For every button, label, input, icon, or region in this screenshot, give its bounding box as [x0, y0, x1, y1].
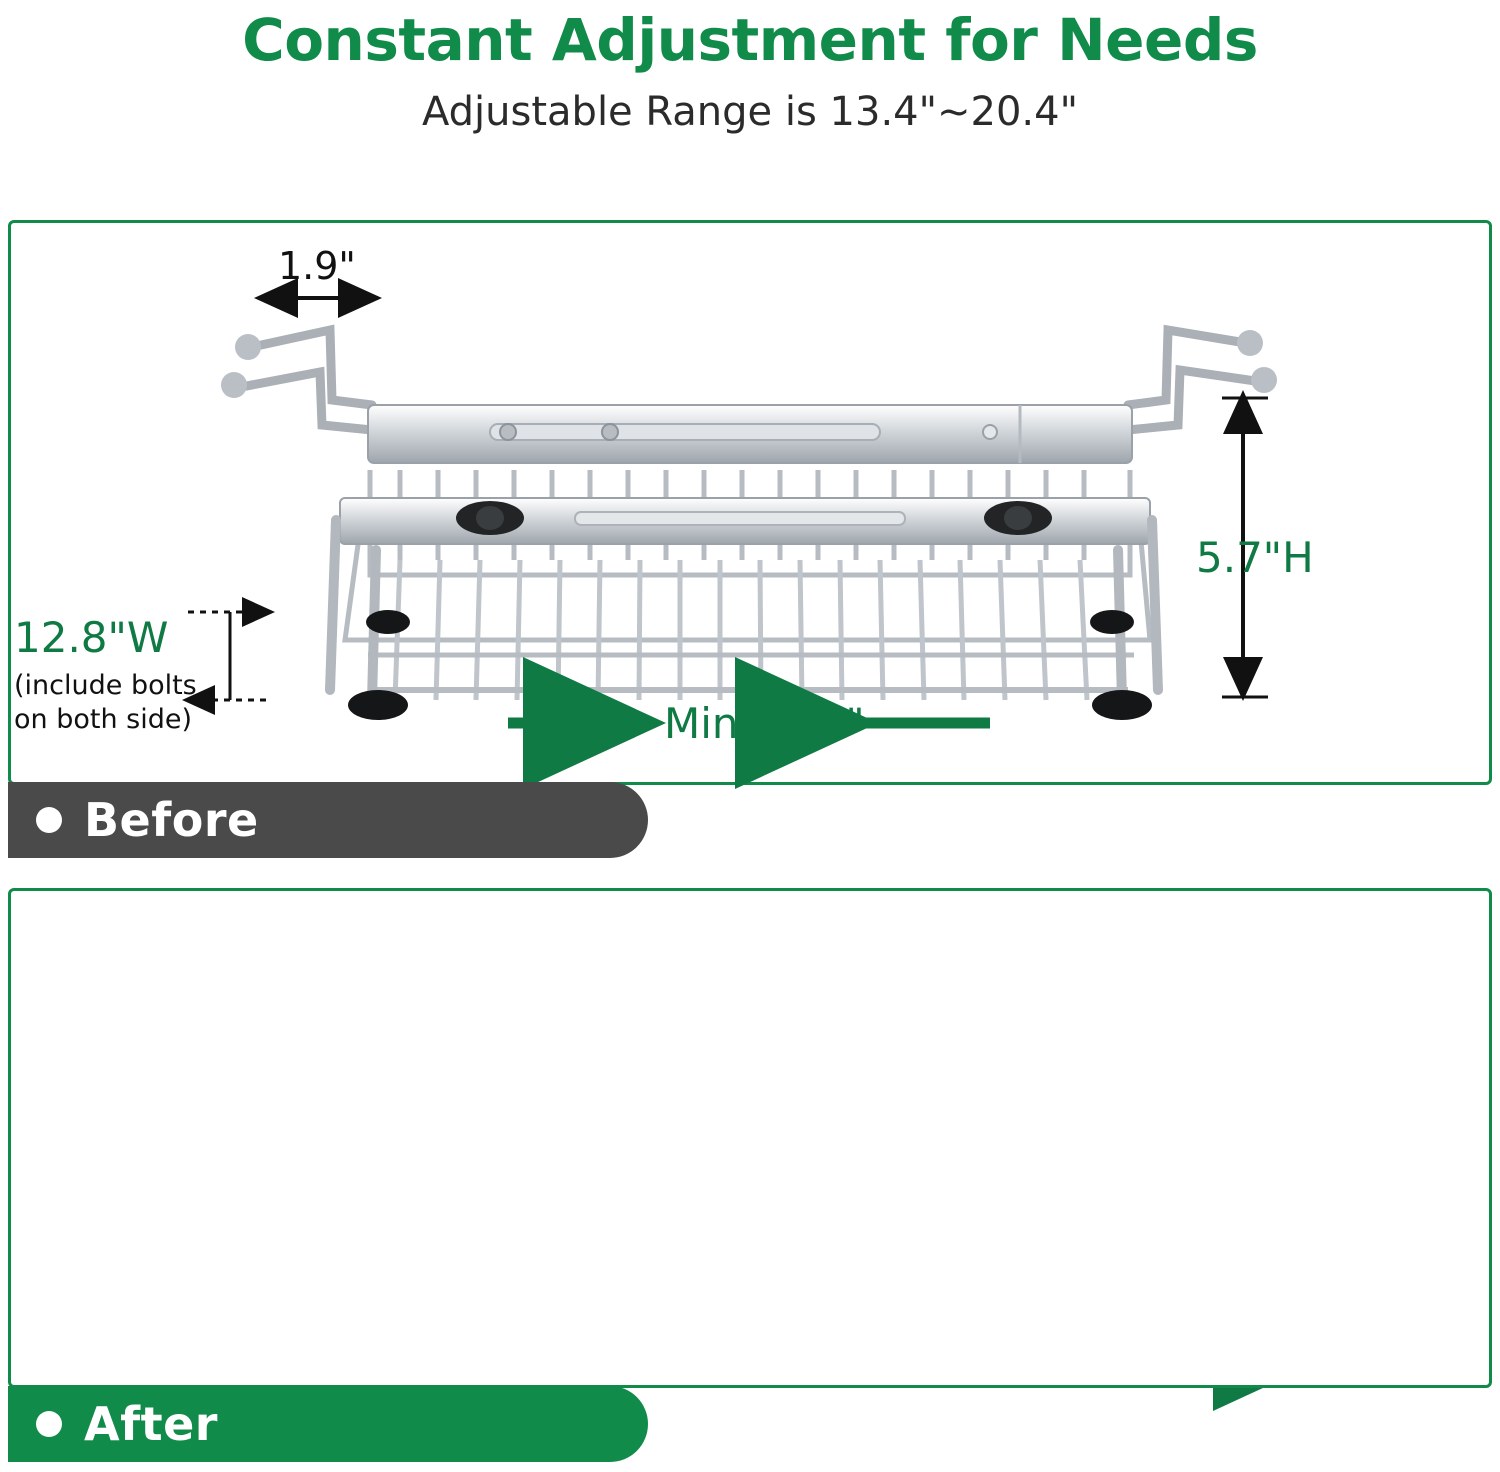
dim-top-width-label: 1.9"	[278, 244, 356, 288]
knob-right-before	[984, 501, 1052, 535]
panel-after	[8, 888, 1492, 1388]
feet-before	[348, 610, 1152, 720]
dim-span-before-label: Min 13.4"	[664, 699, 865, 748]
dim-width-note-1: (include bolts	[14, 670, 197, 701]
label-before	[8, 782, 648, 858]
dimension-height-before	[1196, 398, 1314, 697]
label-after-text: After	[84, 1397, 218, 1451]
knob-left-before	[456, 501, 524, 535]
label-after	[8, 1386, 648, 1462]
mid-rail-before	[340, 498, 1150, 544]
basket-wires-before	[345, 470, 1150, 700]
dimension-width-before	[14, 612, 272, 735]
hook-arm-right-before	[1128, 330, 1277, 430]
bullet-dot-icon	[36, 807, 62, 833]
dimension-span-before	[508, 699, 990, 748]
dimension-top-width-before	[262, 244, 378, 298]
rack-before	[221, 330, 1277, 720]
legs-before	[330, 520, 1158, 700]
dim-width-note-2: on both side)	[14, 704, 193, 735]
label-before-text: Before	[84, 793, 259, 847]
dim-height-label: 5.7"H	[1196, 533, 1314, 582]
page-title: Constant Adjustment for Needs	[242, 6, 1258, 74]
hook-arm-left-before	[221, 330, 372, 430]
page-subtitle: Adjustable Range is 13.4"~20.4"	[422, 88, 1078, 135]
bullet-dot-icon	[36, 1411, 62, 1437]
dim-width-label: 12.8"W	[14, 613, 169, 662]
top-frame-before	[368, 405, 1132, 463]
